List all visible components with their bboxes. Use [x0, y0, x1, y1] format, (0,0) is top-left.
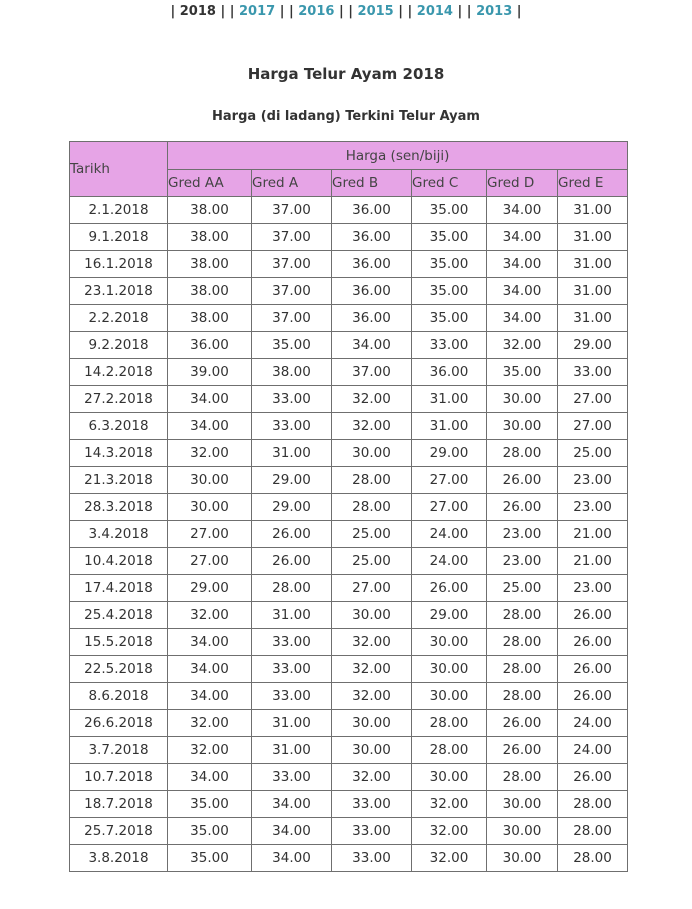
price-cell: 30.00: [487, 386, 558, 413]
price-cell: 25.00: [332, 548, 412, 575]
price-cell: 35.00: [412, 251, 487, 278]
price-cell: 33.00: [412, 332, 487, 359]
price-cell: 31.00: [252, 737, 332, 764]
date-cell: 17.4.2018: [70, 575, 168, 602]
price-cell: 32.00: [168, 602, 252, 629]
price-cell: 30.00: [332, 710, 412, 737]
price-cell: 28.00: [332, 494, 412, 521]
egg-price-table: [69, 141, 628, 872]
price-cell: 35.00: [168, 818, 252, 845]
price-cell: 33.00: [332, 791, 412, 818]
price-cell: 25.00: [558, 440, 628, 467]
price-cell: 30.00: [412, 629, 487, 656]
price-cell: 33.00: [558, 359, 628, 386]
price-cell: 33.00: [252, 629, 332, 656]
date-cell: 18.7.2018: [70, 791, 168, 818]
price-cell: 26.00: [558, 602, 628, 629]
table-row: [70, 656, 628, 683]
date-cell: 26.6.2018: [70, 710, 168, 737]
price-cell: 29.00: [558, 332, 628, 359]
price-cell: 27.00: [412, 494, 487, 521]
price-cell: 29.00: [252, 494, 332, 521]
price-cell: 32.00: [168, 440, 252, 467]
price-cell: 38.00: [168, 224, 252, 251]
table-row: [70, 332, 628, 359]
price-cell: 30.00: [487, 818, 558, 845]
date-cell: 28.3.2018: [70, 494, 168, 521]
price-cell: 23.00: [558, 467, 628, 494]
price-cell: 34.00: [168, 764, 252, 791]
price-cell: 36.00: [332, 278, 412, 305]
price-cell: 23.00: [487, 548, 558, 575]
page-title: Harga Telur Ayam 2018: [247, 65, 445, 83]
price-cell: 34.00: [487, 197, 558, 224]
table-row: [70, 413, 628, 440]
price-cell: 37.00: [252, 224, 332, 251]
price-cell: 38.00: [252, 359, 332, 386]
price-cell: 25.00: [487, 575, 558, 602]
price-cell: 30.00: [412, 656, 487, 683]
price-cell: 34.00: [487, 305, 558, 332]
price-cell: 37.00: [332, 359, 412, 386]
grade-header: Gred A: [252, 170, 332, 197]
table-row: [70, 197, 628, 224]
price-cell: 26.00: [558, 656, 628, 683]
nav-separator: | |: [452, 4, 477, 19]
price-cell: 34.00: [487, 278, 558, 305]
table-row: [70, 467, 628, 494]
price-cell: 37.00: [252, 251, 332, 278]
price-cell: 21.00: [558, 548, 628, 575]
date-cell: 25.4.2018: [70, 602, 168, 629]
grade-header: Gred AA: [168, 170, 252, 197]
table-subtitle: Harga (di ladang) Terkini Telur Ayam: [212, 109, 480, 124]
date-cell: 8.6.2018: [70, 683, 168, 710]
price-cell: 34.00: [252, 845, 332, 872]
price-cell: 32.00: [412, 791, 487, 818]
table-row: [70, 359, 628, 386]
nav-year-link[interactable]: 2014: [416, 4, 453, 19]
price-cell: 33.00: [252, 656, 332, 683]
price-cell: 30.00: [412, 764, 487, 791]
date-cell: 9.1.2018: [70, 224, 168, 251]
table-row: [70, 629, 628, 656]
table-row: [70, 440, 628, 467]
price-cell: 34.00: [168, 629, 252, 656]
price-cell: 27.00: [332, 575, 412, 602]
date-cell: 25.7.2018: [70, 818, 168, 845]
price-cell: 32.00: [332, 629, 412, 656]
price-cell: 28.00: [558, 818, 628, 845]
price-cell: 23.00: [487, 521, 558, 548]
price-cell: 35.00: [412, 224, 487, 251]
table-row: [70, 251, 628, 278]
date-cell: 3.8.2018: [70, 845, 168, 872]
price-cell: 36.00: [332, 251, 412, 278]
nav-separator: | |: [334, 4, 358, 19]
price-cell: 35.00: [412, 278, 487, 305]
price-cell: 26.00: [487, 494, 558, 521]
price-cell: 30.00: [332, 440, 412, 467]
price-cell: 27.00: [558, 386, 628, 413]
price-cell: 31.00: [412, 413, 487, 440]
price-cell: 27.00: [412, 467, 487, 494]
price-cell: 33.00: [252, 764, 332, 791]
price-cell: 38.00: [168, 305, 252, 332]
price-cell: 28.00: [487, 602, 558, 629]
price-cell: 35.00: [168, 791, 252, 818]
nav-separator: |: [170, 4, 180, 19]
table-row: [70, 575, 628, 602]
price-cell: 26.00: [487, 467, 558, 494]
price-cell: 26.00: [487, 710, 558, 737]
price-cell: 34.00: [252, 818, 332, 845]
price-cell: 30.00: [168, 467, 252, 494]
grade-header: Gred D: [487, 170, 558, 197]
price-cell: 33.00: [252, 413, 332, 440]
price-cell: 26.00: [558, 683, 628, 710]
date-cell: 21.3.2018: [70, 467, 168, 494]
table-row: [70, 764, 628, 791]
price-cell: 27.00: [168, 548, 252, 575]
price-cell: 38.00: [168, 278, 252, 305]
date-cell: 15.5.2018: [70, 629, 168, 656]
price-cell: 26.00: [558, 764, 628, 791]
table-row: [70, 791, 628, 818]
price-cell: 28.00: [487, 656, 558, 683]
price-cell: 30.00: [487, 413, 558, 440]
price-cell: 31.00: [558, 224, 628, 251]
price-cell: 34.00: [168, 413, 252, 440]
price-cell: 31.00: [558, 278, 628, 305]
price-cell: 32.00: [168, 737, 252, 764]
nav-year-link[interactable]: 2015: [357, 4, 394, 19]
price-cell: 33.00: [252, 386, 332, 413]
price-cell: 32.00: [332, 764, 412, 791]
price-cell: 32.00: [412, 845, 487, 872]
price-cell: 23.00: [558, 575, 628, 602]
price-cell: 34.00: [487, 224, 558, 251]
table-row: [70, 710, 628, 737]
table-row: [70, 386, 628, 413]
price-cell: 36.00: [332, 305, 412, 332]
price-cell: 24.00: [412, 548, 487, 575]
price-cell: 26.00: [252, 548, 332, 575]
price-cell: 31.00: [558, 305, 628, 332]
table-row: [70, 602, 628, 629]
table-row: [70, 494, 628, 521]
price-cell: 32.00: [412, 818, 487, 845]
price-cell: 29.00: [168, 575, 252, 602]
price-cell: 34.00: [168, 386, 252, 413]
nav-year-link[interactable]: 2013: [476, 4, 513, 19]
price-cell: 33.00: [252, 683, 332, 710]
price-cell: 31.00: [252, 602, 332, 629]
price-cell: 27.00: [558, 413, 628, 440]
price-cell: 29.00: [412, 440, 487, 467]
price-cell: 35.00: [412, 305, 487, 332]
price-cell: 29.00: [412, 602, 487, 629]
price-cell: 30.00: [332, 737, 412, 764]
table-row: [70, 683, 628, 710]
price-cell: 28.00: [487, 440, 558, 467]
price-cell: 31.00: [252, 710, 332, 737]
price-cell: 29.00: [252, 467, 332, 494]
price-cell: 26.00: [412, 575, 487, 602]
date-cell: 14.2.2018: [70, 359, 168, 386]
price-cell: 28.00: [332, 467, 412, 494]
grade-header: Gred C: [412, 170, 487, 197]
price-cell: 28.00: [487, 629, 558, 656]
nav-year-current: 2018: [179, 4, 216, 19]
price-cell: 36.00: [168, 332, 252, 359]
price-group-header: Harga (sen/biji): [168, 142, 628, 170]
price-cell: 36.00: [332, 197, 412, 224]
date-cell: 10.4.2018: [70, 548, 168, 575]
price-cell: 21.00: [558, 521, 628, 548]
date-cell: 14.3.2018: [70, 440, 168, 467]
nav-separator: | |: [215, 4, 239, 19]
price-cell: 34.00: [487, 251, 558, 278]
price-cell: 23.00: [558, 494, 628, 521]
price-cell: 35.00: [168, 845, 252, 872]
price-cell: 30.00: [487, 845, 558, 872]
year-nav: [0, 4, 692, 19]
price-cell: 33.00: [332, 845, 412, 872]
price-cell: 34.00: [332, 332, 412, 359]
table-row: [70, 845, 628, 872]
date-cell: 23.1.2018: [70, 278, 168, 305]
price-cell: 26.00: [252, 521, 332, 548]
price-cell: 32.00: [332, 656, 412, 683]
price-cell: 31.00: [558, 197, 628, 224]
date-cell: 2.2.2018: [70, 305, 168, 332]
price-cell: 37.00: [252, 305, 332, 332]
price-cell: 37.00: [252, 278, 332, 305]
price-cell: 37.00: [252, 197, 332, 224]
price-cell: 31.00: [558, 251, 628, 278]
price-cell: 35.00: [252, 332, 332, 359]
date-cell: 16.1.2018: [70, 251, 168, 278]
price-cell: 28.00: [412, 710, 487, 737]
date-cell: 9.2.2018: [70, 332, 168, 359]
date-cell: 10.7.2018: [70, 764, 168, 791]
date-cell: 3.7.2018: [70, 737, 168, 764]
price-cell: 31.00: [412, 386, 487, 413]
price-cell: 32.00: [332, 413, 412, 440]
price-cell: 25.00: [332, 521, 412, 548]
price-cell: 34.00: [252, 791, 332, 818]
price-cell: 38.00: [168, 251, 252, 278]
price-cell: 28.00: [487, 683, 558, 710]
date-column-header: Tarikh: [70, 142, 168, 197]
table-row: [70, 521, 628, 548]
price-cell: 35.00: [412, 197, 487, 224]
price-cell: 28.00: [487, 764, 558, 791]
date-cell: 27.2.2018: [70, 386, 168, 413]
price-cell: 32.00: [332, 683, 412, 710]
date-cell: 22.5.2018: [70, 656, 168, 683]
price-cell: 32.00: [168, 710, 252, 737]
price-cell: 30.00: [487, 791, 558, 818]
price-cell: 38.00: [168, 197, 252, 224]
nav-separator: | |: [275, 4, 299, 19]
price-cell: 33.00: [332, 818, 412, 845]
price-cell: 34.00: [168, 656, 252, 683]
price-cell: 34.00: [168, 683, 252, 710]
nav-separator: |: [512, 4, 522, 19]
price-cell: 28.00: [558, 845, 628, 872]
price-cell: 30.00: [412, 683, 487, 710]
price-cell: 30.00: [332, 602, 412, 629]
table-row: [70, 548, 628, 575]
grade-header: Gred B: [332, 170, 412, 197]
date-cell: 6.3.2018: [70, 413, 168, 440]
table-body: [70, 197, 628, 872]
price-cell: 28.00: [412, 737, 487, 764]
nav-separator: | |: [393, 4, 417, 19]
price-cell: 32.00: [487, 332, 558, 359]
price-cell: 30.00: [168, 494, 252, 521]
price-cell: 35.00: [487, 359, 558, 386]
price-cell: 24.00: [558, 737, 628, 764]
price-cell: 28.00: [558, 791, 628, 818]
price-cell: 32.00: [332, 386, 412, 413]
price-cell: 27.00: [168, 521, 252, 548]
price-cell: 24.00: [412, 521, 487, 548]
price-cell: 28.00: [252, 575, 332, 602]
date-cell: 2.1.2018: [70, 197, 168, 224]
price-cell: 39.00: [168, 359, 252, 386]
table-row: [70, 224, 628, 251]
price-cell: 36.00: [332, 224, 412, 251]
price-cell: 26.00: [487, 737, 558, 764]
table-row: [70, 305, 628, 332]
table-row: [70, 818, 628, 845]
nav-year-link[interactable]: 2017: [239, 4, 276, 19]
date-cell: 3.4.2018: [70, 521, 168, 548]
table-row: [70, 737, 628, 764]
price-cell: 31.00: [252, 440, 332, 467]
nav-year-link[interactable]: 2016: [298, 4, 335, 19]
price-cell: 24.00: [558, 710, 628, 737]
price-cell: 36.00: [412, 359, 487, 386]
price-cell: 26.00: [558, 629, 628, 656]
table-row: [70, 278, 628, 305]
grade-header: Gred E: [558, 170, 628, 197]
